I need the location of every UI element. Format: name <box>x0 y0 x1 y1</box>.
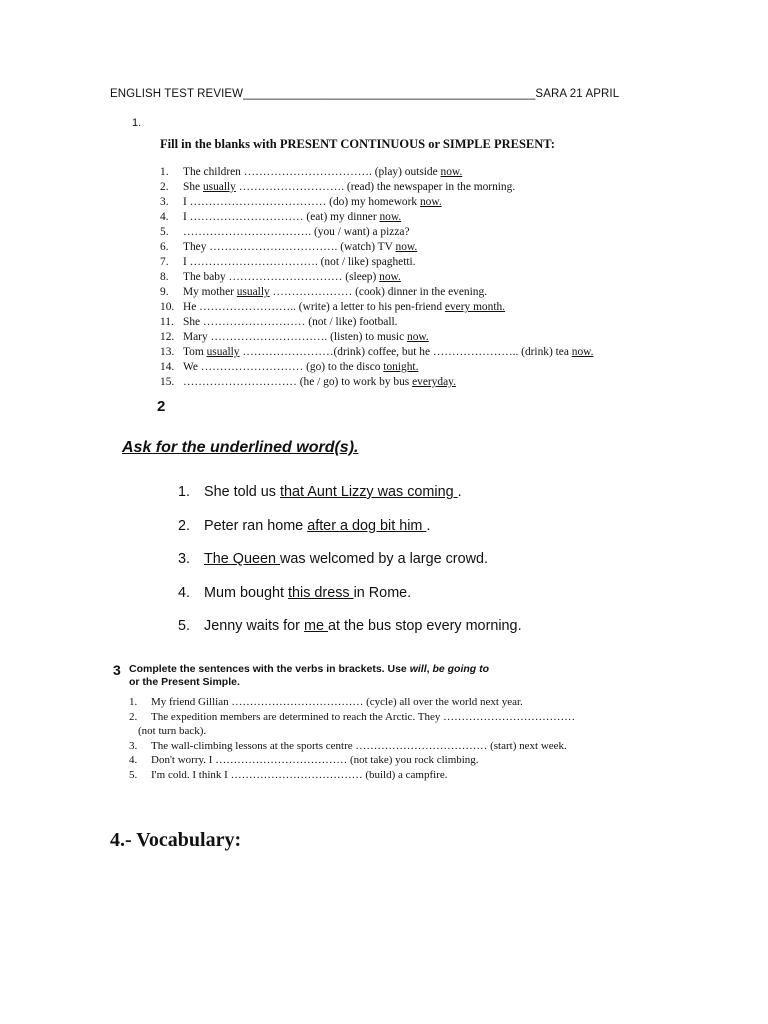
underlined-word: usually <box>206 346 240 358</box>
item-text <box>204 518 430 552</box>
exercise-2-item <box>178 551 522 585</box>
document-header: ENGLISH TEST REVIEW_____________________________________________SARA 21 APRIL <box>110 88 620 100</box>
exercise-1-item <box>160 195 700 210</box>
item-number: 14. <box>160 361 175 373</box>
item-text-part: ……………………………. (you / want) a pizza? <box>183 226 410 238</box>
item-text <box>183 165 462 180</box>
item-text <box>183 315 398 330</box>
item-text-part: ………………… (cook) dinner in the evening. <box>269 286 488 298</box>
item-text-part: at the bus stop every morning. <box>327 618 522 634</box>
section-4-title: 4.- Vocabulary: <box>110 829 242 851</box>
item-text-part: We ……………………… (go) to the disco <box>183 361 384 373</box>
item-text-part: She ……………………… (not / like) football. <box>183 316 398 328</box>
exercise-1-item <box>160 255 700 270</box>
item-text <box>204 551 488 585</box>
item-text-part: I ……………………………… (do) my homework <box>183 196 420 208</box>
item-number: 12. <box>160 331 175 343</box>
underlined-word: now. <box>395 241 418 253</box>
exercise-3-item <box>129 739 653 754</box>
item-number: 4. <box>160 211 169 223</box>
exercise-1-item <box>160 165 700 180</box>
item-text-part: The children ……………………………. (play) outside <box>183 166 441 178</box>
item-text <box>183 195 442 210</box>
section-3-heading <box>113 663 653 689</box>
exercise-3-item <box>129 753 653 768</box>
section-3-instruction: Complete the sentences with the verbs in brackets. Use will, be going to or the Present Simple. <box>129 663 490 688</box>
underlined-phrase: The Queen <box>204 551 281 567</box>
underlined-word: now. <box>571 346 594 358</box>
underlined-word: usually <box>202 181 236 193</box>
underlined-phrase: that Aunt Lizzy was coming <box>280 484 458 500</box>
section-1-list <box>160 165 700 390</box>
item-number: 13. <box>160 346 175 358</box>
underlined-word: every month. <box>444 301 506 313</box>
exercise-1-item <box>160 345 700 360</box>
section-2-list <box>178 484 522 652</box>
item-text: The expedition members are determined to reach the Arctic. They ……………………………… <box>151 710 576 723</box>
exercise-1-item <box>160 270 700 285</box>
item-text: My friend Gillian ……………………………… (cycle) all over the world next year. <box>151 696 523 708</box>
underlined-phrase: this dress <box>288 584 354 601</box>
exercise-3-item <box>129 768 653 783</box>
item-number: 1. <box>129 696 138 708</box>
item-text-part: I ……………………………. (not / like) spaghetti. <box>183 256 416 268</box>
item-text <box>183 285 487 300</box>
item-number: 3. <box>178 551 191 567</box>
item-text-part: Jenny waits for <box>204 618 304 634</box>
item-text-part: Mary …………………………. (listen) to music <box>183 331 407 343</box>
item-text <box>183 210 401 225</box>
item-number: 10. <box>160 301 175 313</box>
exercise-1-item <box>160 300 700 315</box>
item-number: 1. <box>160 166 169 178</box>
underlined-word: tonight. <box>383 361 419 373</box>
item-text <box>183 270 401 285</box>
underlined-word: everyday. <box>412 376 456 388</box>
underlined-word: now. <box>379 271 401 283</box>
item-number: 2. <box>178 517 191 534</box>
item-number: 3. <box>129 739 138 752</box>
underlined-phrase: after a dog bit him <box>307 517 427 534</box>
item-text-part: Peter ran home <box>204 517 308 534</box>
exercise-1-item <box>160 375 700 390</box>
item-text-part: He …………………….. (write) a letter to his pen-friend <box>183 301 445 313</box>
item-number: 2. <box>129 710 138 723</box>
item-number: 11. <box>160 316 174 328</box>
item-number: 9. <box>160 286 169 298</box>
item-text: I'm cold. I think I ……………………………… (build) a campfire. <box>151 768 448 781</box>
item-text <box>183 255 416 270</box>
item-text-part: I ………………………… (eat) my dinner <box>183 211 380 223</box>
item-text-part: . <box>457 484 462 500</box>
item-text: Don't worry. I ……………………………… (not take) you rock climbing. <box>151 754 479 766</box>
item-text <box>183 300 505 315</box>
exercise-2-item <box>178 518 522 552</box>
item-number: 7. <box>160 256 169 268</box>
underlined-phrase: me <box>303 618 328 634</box>
item-text-part: Tom <box>183 346 207 358</box>
exercise-3-item <box>129 710 653 725</box>
item-number: 1. <box>178 484 191 500</box>
item-text-part: in Rome. <box>353 584 412 601</box>
item-text-part: Mum bought <box>204 584 288 601</box>
underlined-word: now. <box>440 166 463 178</box>
section-3-exercise <box>113 663 653 782</box>
item-text <box>204 585 411 619</box>
item-text <box>183 330 429 345</box>
exercise-2-item <box>178 585 522 619</box>
exercise-1-item <box>160 285 700 300</box>
item-text <box>204 484 462 518</box>
section-2-title: Ask for the underlined word(s). <box>122 439 359 456</box>
section-1-number: 1. <box>132 117 142 129</box>
item-text-part: . <box>426 517 431 534</box>
item-text-part: They ……………………………. (watch) TV <box>183 241 396 253</box>
item-number: 5. <box>160 226 169 238</box>
item-text-part: The baby ………………………… (sleep) <box>183 271 380 283</box>
exercise-3-item <box>129 695 653 710</box>
exercise-1-item <box>160 210 700 225</box>
item-text-part: ………………………… (he / go) to work by bus <box>183 376 413 388</box>
item-text <box>183 225 410 240</box>
item-text <box>183 345 594 360</box>
item-text-part: My mother <box>183 286 237 298</box>
exercise-1-item <box>160 240 700 255</box>
item-number: 3. <box>160 196 169 208</box>
underlined-word: usually <box>236 286 270 298</box>
exercise-3-item <box>129 724 653 739</box>
exercise-2-item <box>178 618 522 652</box>
section-3-list <box>129 695 653 782</box>
item-number: 5. <box>129 768 138 781</box>
item-text: (not turn back). <box>138 725 207 737</box>
item-number: 4. <box>178 584 191 601</box>
item-text-part: She <box>183 181 203 193</box>
item-number: 4. <box>129 754 138 766</box>
item-number: 8. <box>160 271 169 283</box>
exercise-1-item <box>160 225 700 240</box>
exercise-1-item <box>160 330 700 345</box>
item-text <box>183 240 417 255</box>
item-number: 2. <box>160 181 169 193</box>
exercise-2-item <box>178 484 522 518</box>
exercise-1-item <box>160 180 700 195</box>
item-number: 6. <box>160 241 169 253</box>
item-text <box>183 375 456 390</box>
section-2-number: 2 <box>157 398 166 415</box>
item-text-part: was welcomed by a large crowd. <box>280 551 488 567</box>
item-text-part: ………………………. (read) the newspaper in the morning. <box>235 181 516 193</box>
item-number: 5. <box>178 618 191 634</box>
item-number: 15. <box>160 376 175 388</box>
underlined-word: now. <box>419 196 442 208</box>
underlined-word: now. <box>379 211 402 223</box>
item-text-part: ……………………(drink) coffee, but he ………………….. (drink) tea <box>239 346 572 358</box>
section-1-exercise <box>160 137 700 390</box>
item-text <box>183 180 515 195</box>
item-text <box>183 360 418 375</box>
exercise-1-item <box>160 360 700 375</box>
section-1-title: Fill in the blanks with PRESENT CONTINUOUS or SIMPLE PRESENT: <box>160 137 555 151</box>
item-text: The wall-climbing lessons at the sports centre ……………………………… (start) next week. <box>151 739 567 752</box>
exercise-1-item <box>160 315 700 330</box>
item-text-part: She told us <box>204 484 281 500</box>
section-3-number: 3 <box>113 662 121 678</box>
underlined-word: now. <box>407 331 429 343</box>
item-text <box>204 618 522 652</box>
